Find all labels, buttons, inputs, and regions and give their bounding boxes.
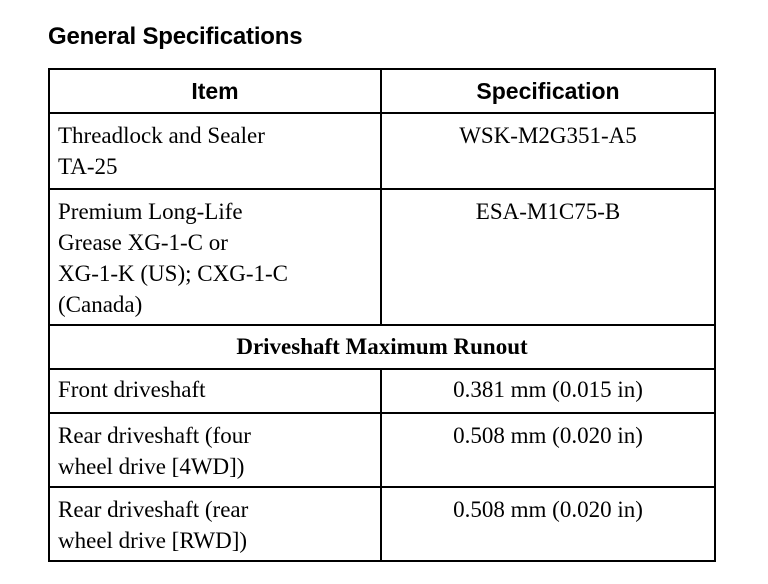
runout-subheader: Driveshaft Maximum Runout <box>49 325 715 369</box>
specification-value: ESA-M1C75-B <box>475 199 621 224</box>
table-row <box>49 413 715 487</box>
item-text <box>50 414 380 486</box>
specification-value: 0.381 mm (0.015 in) <box>453 377 643 402</box>
column-header-specification: Specification <box>381 69 715 113</box>
item-text <box>50 114 380 186</box>
specification-cell <box>381 113 715 189</box>
table-row <box>49 487 715 561</box>
table-subheader-row <box>49 325 715 369</box>
item-line: XG-1-K (US); CXG-1-C <box>58 261 288 286</box>
item-line: Rear driveshaft (rear <box>58 497 249 522</box>
section-title: General Specifications <box>48 23 303 50</box>
item-text <box>50 488 380 560</box>
specification-cell <box>381 487 715 561</box>
specification-value: 0.508 mm (0.020 in) <box>453 497 643 522</box>
specification-cell <box>381 189 715 325</box>
item-text <box>50 190 380 324</box>
specification-cell <box>381 413 715 487</box>
specification-value: 0.508 mm (0.020 in) <box>453 423 643 448</box>
item-cell <box>49 113 381 189</box>
item-line: Front driveshaft <box>58 377 206 402</box>
item-line: TA-25 <box>58 154 118 179</box>
item-cell <box>49 189 381 325</box>
item-line: Threadlock and Sealer <box>58 123 265 148</box>
column-header-item: Item <box>49 69 381 113</box>
item-text <box>50 370 380 409</box>
item-line: Premium Long-Life <box>58 199 243 224</box>
specification-cell <box>381 369 715 413</box>
item-line: Grease XG-1-C or <box>58 230 228 255</box>
table-row <box>49 189 715 325</box>
item-line: Rear driveshaft (four <box>58 423 251 448</box>
table-row <box>49 369 715 413</box>
table-row <box>49 113 715 189</box>
item-cell <box>49 369 381 413</box>
item-cell <box>49 487 381 561</box>
general-specifications-table <box>48 68 716 562</box>
table-header-row <box>49 69 715 113</box>
item-line: (Canada) <box>58 292 143 317</box>
item-cell <box>49 413 381 487</box>
item-line: wheel drive [4WD]) <box>58 454 245 479</box>
specification-value: WSK-M2G351-A5 <box>459 123 637 148</box>
item-line: wheel drive [RWD]) <box>58 528 248 553</box>
